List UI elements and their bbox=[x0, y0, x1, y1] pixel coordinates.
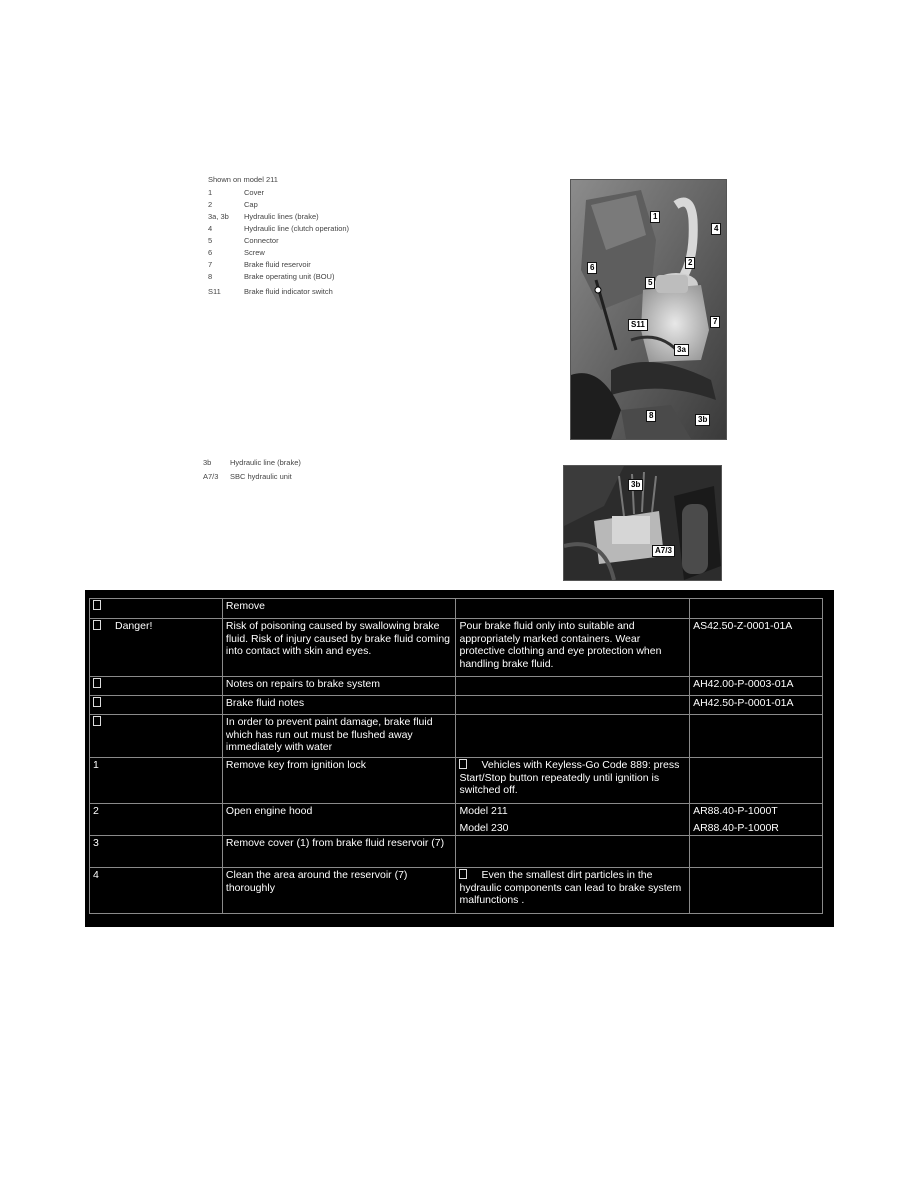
note-icon bbox=[93, 716, 101, 726]
callout-s11: S11 bbox=[628, 319, 648, 331]
table-cell: Notes on repairs to brake system bbox=[222, 677, 456, 696]
callout-3b: 3b bbox=[628, 479, 643, 491]
table-cell bbox=[690, 758, 823, 804]
legend-components: Shown on model 211 1 Cover 2 Cap 3a, 3b Hydraulic lines (brake) 4 Hydraulic line (clutch operation) 5 Connector 6 Screw 7 Brake fluid reservoir 8 Brake operating unit (BOU) S11 Brake fluid indicator switch bbox=[208, 175, 350, 296]
procedure-table bbox=[89, 598, 823, 914]
procedure-table-panel bbox=[85, 590, 834, 927]
callout-2: 2 bbox=[685, 257, 695, 269]
table-row bbox=[90, 836, 823, 868]
table-row bbox=[90, 677, 823, 696]
table-row bbox=[90, 696, 823, 715]
table-cell bbox=[456, 696, 690, 715]
engine-bay-illustration bbox=[571, 180, 726, 439]
callout-1: 1 bbox=[650, 211, 660, 223]
table-cell bbox=[456, 599, 690, 619]
callout-a7-3: A7/3 bbox=[652, 545, 675, 557]
table-cell bbox=[90, 696, 223, 715]
table-cell: 3 bbox=[90, 836, 223, 868]
callout-4: 4 bbox=[711, 223, 721, 235]
table-cell: Clean the area around the reservoir (7) thoroughly bbox=[222, 868, 456, 914]
table-row bbox=[90, 758, 823, 804]
legend-sbc: 3b Hydraulic line (brake) A7/3 SBC hydraulic unit bbox=[203, 458, 301, 481]
table-row bbox=[90, 868, 823, 914]
note-icon bbox=[93, 678, 101, 688]
table-cell bbox=[690, 599, 823, 619]
table-cell bbox=[90, 599, 223, 619]
legend-title: Shown on model 211 bbox=[208, 175, 278, 184]
checkbox-icon bbox=[93, 600, 101, 610]
table-cell: Remove cover (1) from brake fluid reservoir (7) bbox=[222, 836, 456, 868]
warning-icon bbox=[93, 620, 101, 630]
table-cell: 2 bbox=[90, 804, 223, 836]
table-cell: 1 bbox=[90, 758, 223, 804]
table-cell: AS42.50-Z-0001-01A bbox=[690, 619, 823, 677]
note-icon bbox=[93, 697, 101, 707]
callout-8: 8 bbox=[646, 410, 656, 422]
table-cell bbox=[90, 715, 223, 758]
table-cell: AR88.40-P-1000T AR88.40-P-1000R bbox=[690, 804, 823, 836]
table-cell bbox=[456, 715, 690, 758]
table-row bbox=[90, 715, 823, 758]
table-cell: Pour brake fluid only into suitable and appropriately marked containers. Wear protective clothing and eye protection when handling brake fluid. bbox=[456, 619, 690, 677]
callout-3b: 3b bbox=[695, 414, 710, 426]
table-cell: AH42.00-P-0003-01A bbox=[690, 677, 823, 696]
table-cell: Open engine hood bbox=[222, 804, 456, 836]
table-cell: Danger! bbox=[90, 619, 223, 677]
table-row bbox=[90, 619, 823, 677]
callout-3a: 3a bbox=[674, 344, 689, 356]
note-icon bbox=[459, 759, 467, 769]
table-cell bbox=[690, 836, 823, 868]
table-cell: In order to prevent paint damage, brake fluid which has run out must be flushed away immediately with water bbox=[222, 715, 456, 758]
table-cell bbox=[690, 715, 823, 758]
table-row bbox=[90, 599, 823, 619]
table-cell: Risk of poisoning caused by swallowing brake fluid. Risk of injury caused by brake fluid coming into contact with skin and eyes. bbox=[222, 619, 456, 677]
table-cell: Brake fluid notes bbox=[222, 696, 456, 715]
table-cell: 4 bbox=[90, 868, 223, 914]
table-cell: Remove key from ignition lock bbox=[222, 758, 456, 804]
table-cell bbox=[690, 868, 823, 914]
table-cell bbox=[456, 836, 690, 868]
table-cell: Even the smallest dirt particles in the hydraulic components can lead to brake system malfunctions . bbox=[456, 868, 690, 914]
callout-7: 7 bbox=[710, 316, 720, 328]
table-cell: Vehicles with Keyless-Go Code 889: press Start/Stop button repeatedly until ignition is switched off. bbox=[456, 758, 690, 804]
sbc-unit-photo bbox=[563, 465, 722, 581]
engine-bay-photo bbox=[570, 179, 727, 440]
note-icon bbox=[459, 869, 467, 879]
table-cell bbox=[90, 677, 223, 696]
table-cell: Model 211 Model 230 bbox=[456, 804, 690, 836]
callout-5: 5 bbox=[645, 277, 655, 289]
table-cell bbox=[456, 677, 690, 696]
table-cell: Remove bbox=[222, 599, 456, 619]
callout-6: 6 bbox=[587, 262, 597, 274]
table-cell: AH42.50-P-0001-01A bbox=[690, 696, 823, 715]
table-row bbox=[90, 804, 823, 836]
